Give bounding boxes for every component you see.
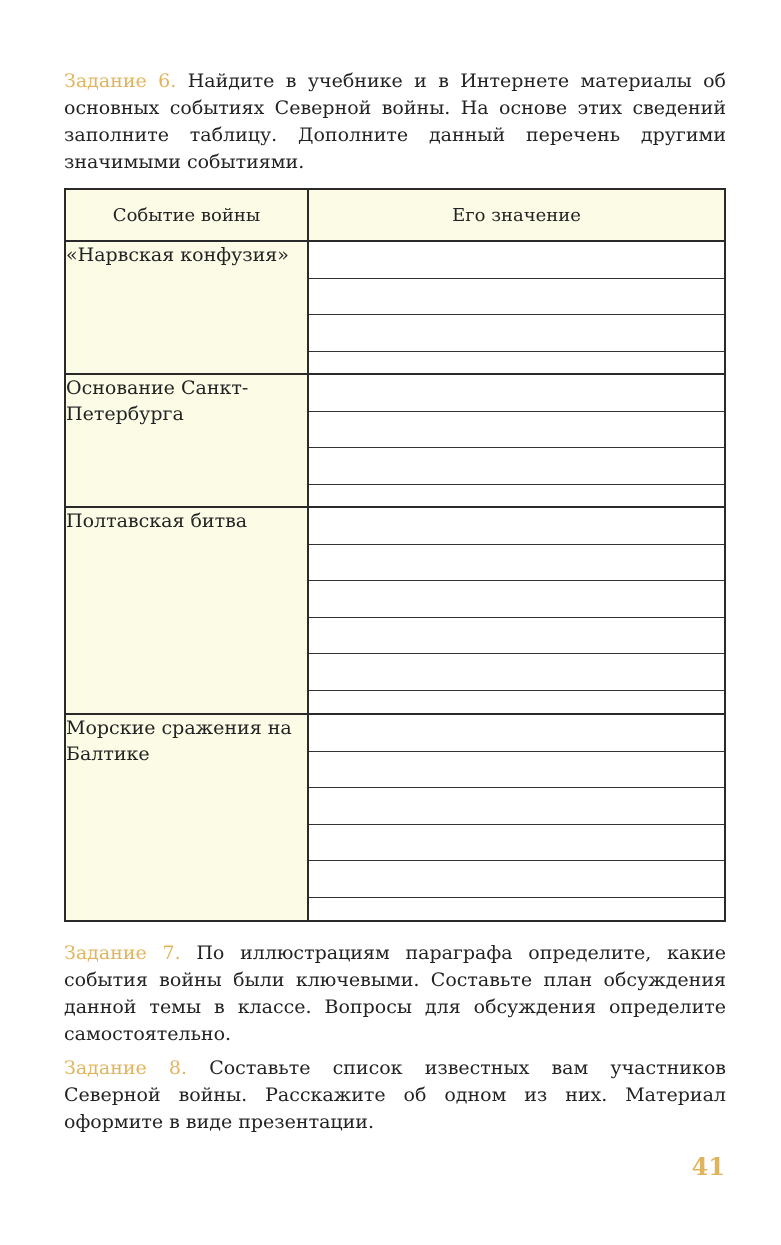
- writing-line[interactable]: [309, 654, 724, 691]
- events-table: [64, 188, 726, 922]
- event-cell: [65, 374, 308, 507]
- header-meaning: Его значение: [308, 189, 725, 241]
- table-row: [65, 714, 725, 921]
- writing-line[interactable]: [309, 861, 724, 898]
- event-cell: [65, 241, 308, 374]
- writing-line[interactable]: [309, 618, 724, 655]
- writing-line[interactable]: [309, 315, 724, 352]
- table-row: [65, 507, 725, 714]
- writing-line[interactable]: [309, 508, 724, 545]
- task-8-label: Задание 8.: [64, 1057, 188, 1079]
- meaning-cell[interactable]: [308, 374, 725, 507]
- table-row: [65, 241, 725, 374]
- writing-line[interactable]: [309, 412, 724, 449]
- task-7-label: Задание 7.: [64, 942, 181, 964]
- task-7-paragraph: [64, 940, 726, 1048]
- header-event: Событие войны: [65, 189, 308, 241]
- task-6-text: Найдите в учебнике и в Интернете материалы об основных событиях Северной войны. На основе этих сведений заполните таблицу. Дополните данный перечень другими значимыми событиями.: [64, 70, 726, 173]
- meaning-cell[interactable]: [308, 241, 725, 374]
- writing-line[interactable]: [309, 581, 724, 618]
- event-label: Полтавская битва: [66, 510, 248, 532]
- task-6-paragraph: [64, 68, 726, 176]
- task-8-text: Составьте список известных вам участников Северной войны. Расскажите об одном из них. Материал оформите в виде презентации.: [64, 1057, 726, 1133]
- event-label: Основание Санкт-Петербурга: [66, 377, 249, 425]
- event-cell: [65, 507, 308, 714]
- task-8-paragraph: [64, 1055, 726, 1136]
- meaning-cell[interactable]: [308, 507, 725, 714]
- writing-line[interactable]: [309, 545, 724, 582]
- meaning-cell[interactable]: [308, 714, 725, 921]
- writing-line[interactable]: [309, 242, 724, 279]
- event-label: Морские сражения на Балтике: [66, 717, 292, 765]
- event-cell: [65, 714, 308, 921]
- writing-line[interactable]: [309, 752, 724, 789]
- task-6-label: Задание 6.: [64, 70, 177, 92]
- writing-line[interactable]: [309, 715, 724, 752]
- writing-line[interactable]: [309, 788, 724, 825]
- writing-line[interactable]: [309, 825, 724, 862]
- writing-line[interactable]: [309, 448, 724, 485]
- table-header-row: [65, 189, 725, 241]
- page-number: 41: [691, 1152, 725, 1181]
- writing-line[interactable]: [309, 375, 724, 412]
- event-label: «Нарвская конфузия»: [66, 244, 289, 266]
- task-7-text: По иллюстрациям параграфа определите, какие события войны были ключевыми. Составьте план обсуждения данной темы в классе. Вопросы для обсуждения определите самостоятельно.: [64, 942, 726, 1045]
- table-row: [65, 374, 725, 507]
- writing-line[interactable]: [309, 279, 724, 316]
